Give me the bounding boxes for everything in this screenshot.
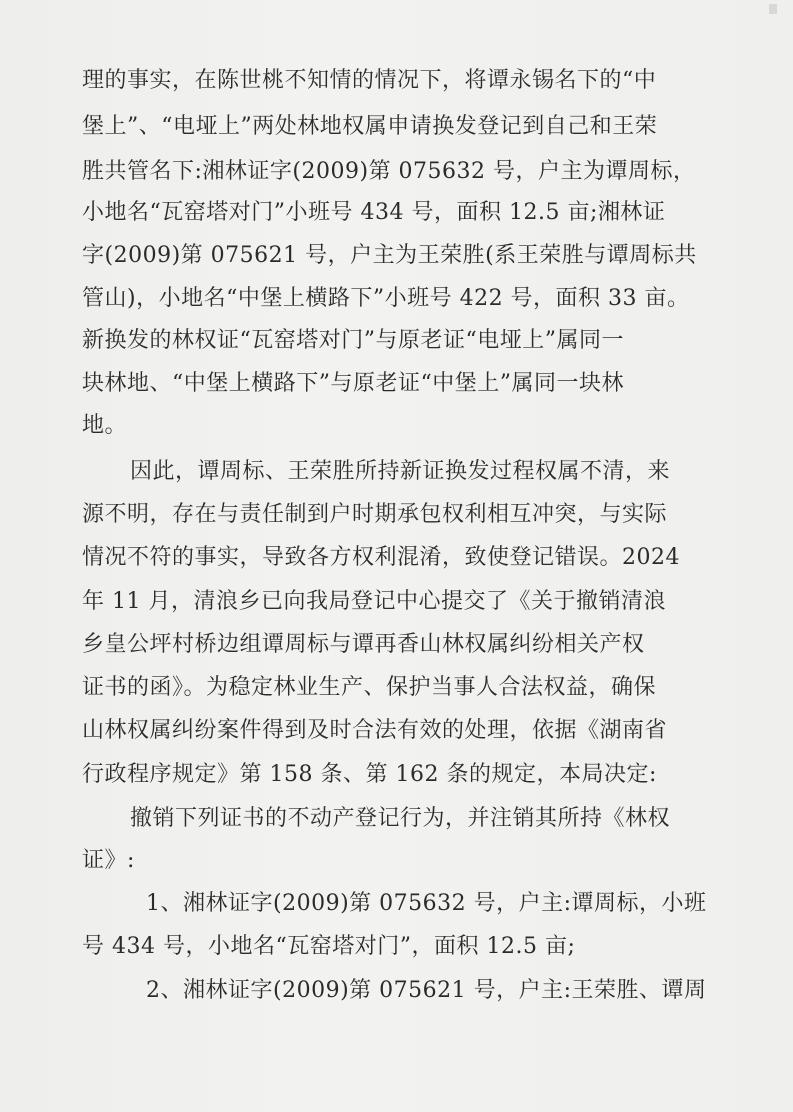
page-corner-mark bbox=[769, 4, 777, 14]
text-line: 撤销下列证书的不动产登记行为，并注销其所持《林权 bbox=[130, 806, 671, 831]
text-line: 管山)，小地名“中堡上横路下”小班号 422 号，面积 33 亩。 bbox=[82, 286, 690, 311]
text-line: 字(2009)第 075621 号，户主为王荣胜(系王荣胜与谭周标共 bbox=[82, 243, 697, 268]
text-line: 胜共管名下:湘林证字(2009)第 075632 号，户主为谭周标， bbox=[82, 159, 696, 184]
text-line: 证书的函》。为稳定林业生产、保护当事人合法权益，确保 bbox=[82, 675, 657, 700]
text-line: 地。 bbox=[82, 413, 128, 438]
text-line: 新换发的林权证“瓦窑塔对门”与原老证“电垭上”属同一 bbox=[82, 328, 624, 353]
text-line: 乡皇公坪村桥边组谭周标与谭再香山林权属纠纷相关产权 bbox=[82, 632, 645, 657]
text-line: 号 434 号，小地名“瓦窑塔对门”，面积 12.5 亩; bbox=[82, 934, 576, 959]
text-line: 山林权属纠纷案件得到及时合法有效的处理，依据《湖南省 bbox=[82, 718, 668, 743]
text-line: 情况不符的事实，导致各方权利混淆，致使登记错误。2024 bbox=[82, 545, 680, 570]
text-line: 理的事实，在陈世桃不知情的情况下，将谭永锡名下的“中 bbox=[82, 68, 657, 93]
text-line: 证》: bbox=[82, 848, 135, 873]
text-line: 行政程序规定》第 158 条、第 162 条的规定，本局决定: bbox=[82, 762, 657, 787]
text-line: 源不明，存在与责任制到户时期承包权利相互冲突，与实际 bbox=[82, 502, 668, 527]
text-line: 1、湘林证字(2009)第 075632 号，户主:谭周标，小班 bbox=[146, 891, 707, 916]
text-line: 因此，谭周标、王荣胜所持新证换发过程权属不清，来 bbox=[130, 459, 671, 484]
text-line: 小地名“瓦窑塔对门”小班号 434 号，面积 12.5 亩;湘林证 bbox=[82, 200, 666, 225]
text-line: 堡上”、“电垭上”两处林地权属申请换发登记到自己和王荣 bbox=[82, 114, 658, 139]
text-line: 2、湘林证字(2009)第 075621 号，户主:王荣胜、谭周 bbox=[146, 978, 707, 1003]
text-line: 块林地、“中堡上横路下”与原老证“中堡上”属同一块林 bbox=[82, 371, 624, 396]
text-line: 年 11 月，清浪乡已向我局登记中心提交了《关于撤销清浪 bbox=[82, 589, 666, 614]
